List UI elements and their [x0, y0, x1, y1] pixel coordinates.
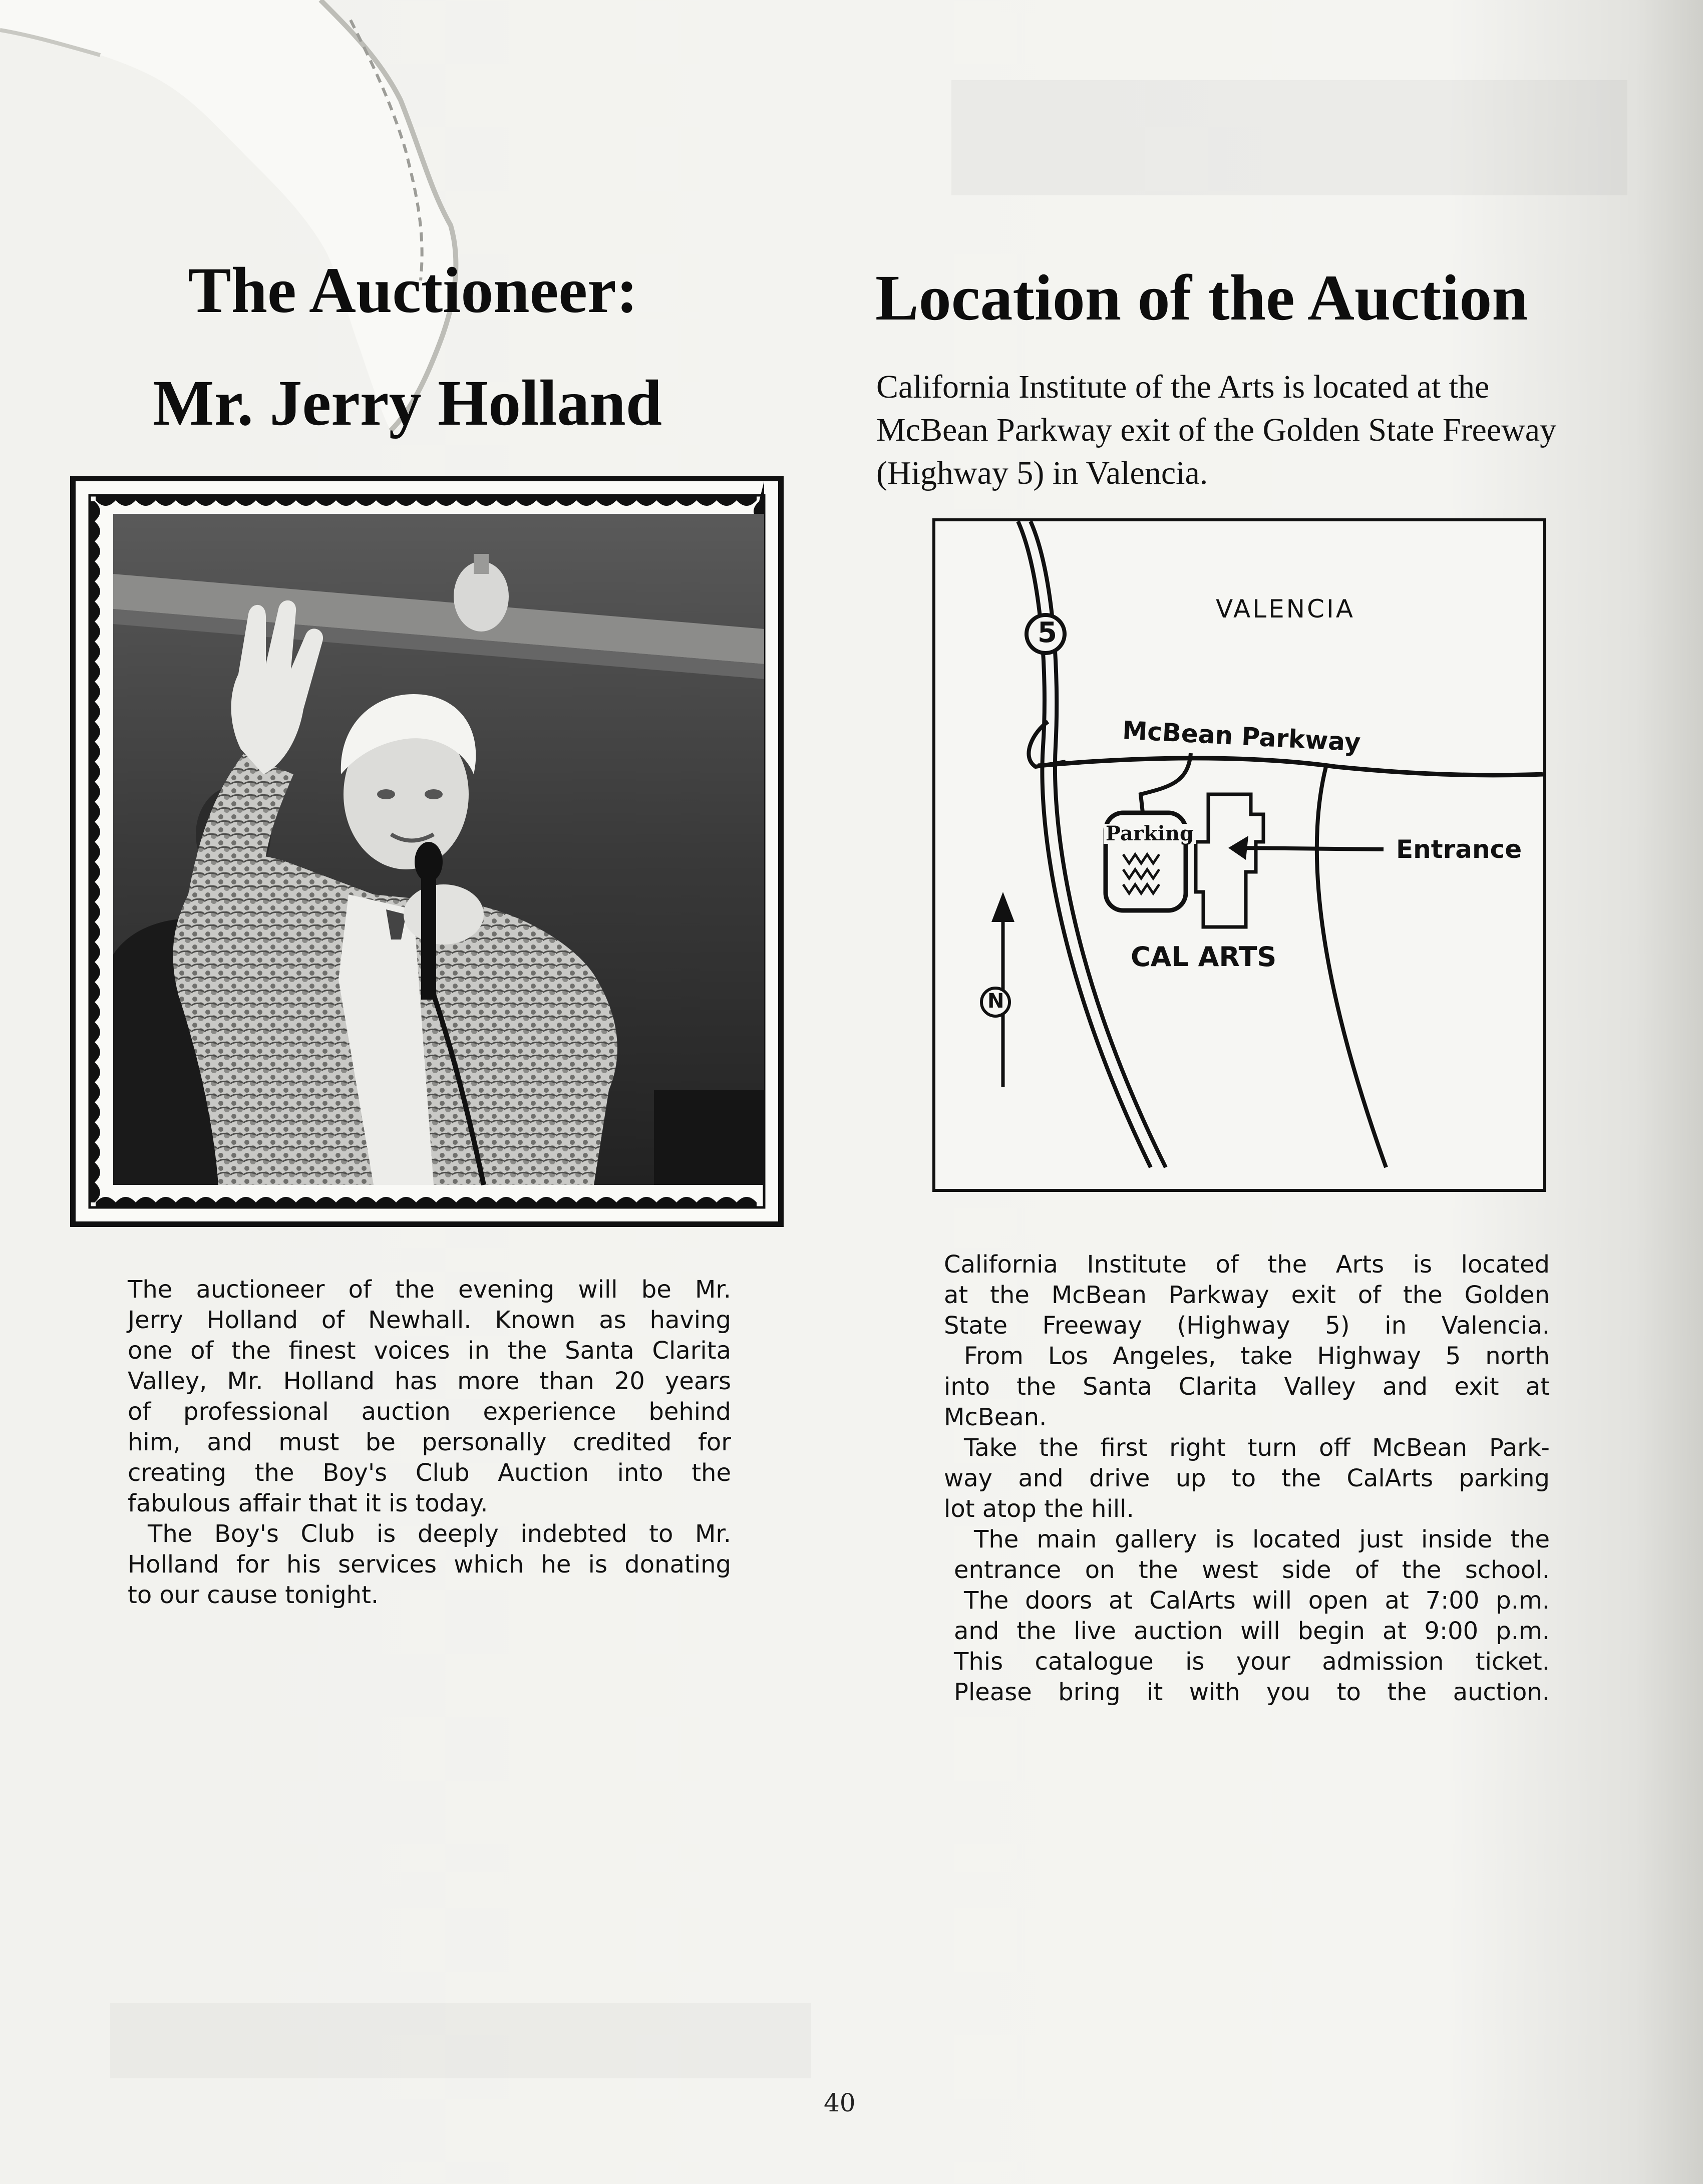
text-line: Jerry Holland of Newhall. Known as having — [128, 1306, 731, 1334]
text-line: entrance on the west side of the school. — [954, 1556, 1550, 1584]
bleed-through-texture-2 — [110, 2003, 811, 2078]
highway-number: 5 — [1038, 616, 1057, 649]
text-line: This catalogue is your admission ticket. — [954, 1648, 1550, 1676]
auctioneer-photo — [76, 481, 778, 1221]
mcbean-parkway-label: McBean Parkway — [1122, 716, 1361, 757]
text-line: of professional auction experience behind — [128, 1398, 731, 1426]
north-label: N — [987, 990, 1004, 1013]
intro-line: (Highway 5) in Valencia. — [876, 455, 1208, 491]
cal-arts-label: CAL ARTS — [1131, 941, 1277, 973]
text-line: into the Santa Clarita Valley and exit at — [944, 1373, 1550, 1401]
text-line: Valley, Mr. Holland has more than 20 years — [128, 1367, 731, 1395]
text-line: creating the Boy's Club Auction into the — [128, 1459, 731, 1487]
text-line: fabulous affair that it is today. — [128, 1489, 488, 1517]
text-line: The main gallery is located just inside the — [974, 1525, 1550, 1553]
text-line: California Institute of the Arts is located — [944, 1251, 1550, 1279]
text-line: and the live auction will begin at 9:00 p.m. — [954, 1617, 1550, 1645]
text-line: him, and must be personally credited for — [128, 1428, 731, 1456]
text-line: State Freeway (Highway 5) in Valencia. — [944, 1312, 1550, 1340]
text-line: The auctioneer of the evening will be Mr. — [128, 1276, 731, 1304]
text-line: way and drive up to the CalArts parking — [944, 1464, 1550, 1492]
text-line: Please bring it with you to the auction. — [954, 1678, 1550, 1706]
parking-label: Parking — [1104, 824, 1196, 844]
auctioneer-title-line-1: The Auctioneer: — [188, 254, 638, 327]
text-line: Holland for his services which he is donating — [128, 1550, 731, 1579]
entrance-arrow — [1236, 848, 1384, 849]
page-number: 40 — [824, 2088, 856, 2117]
intro-line: California Institute of the Arts is located at the — [876, 369, 1490, 405]
valencia-label: VALENCIA — [1216, 594, 1355, 623]
entrance-label: Entrance — [1396, 835, 1522, 864]
campus-access-road — [1141, 753, 1191, 817]
text-line: at the McBean Parkway exit of the Golden — [944, 1281, 1550, 1309]
text-line: one of the finest voices in the Santa Clarita — [128, 1337, 731, 1365]
text-line: to our cause tonight. — [128, 1581, 379, 1609]
text-line: The doors at CalArts will open at 7:00 p.m. — [964, 1587, 1550, 1615]
text-line: The Boy's Club is deeply indebted to Mr. — [148, 1520, 731, 1548]
location-map — [932, 518, 1546, 1192]
location-intro — [876, 366, 1617, 495]
auctioneer-title-line-2: Mr. Jerry Holland — [153, 367, 662, 439]
auctioneer-description — [128, 1275, 731, 1611]
calarts-building — [1196, 794, 1263, 927]
bleed-through-texture — [951, 80, 1627, 195]
east-road — [1317, 767, 1386, 1167]
intro-line: McBean Parkway exit of the Golden State Freeway — [876, 412, 1557, 448]
stamp-photo-frame — [70, 476, 784, 1227]
location-title: Location of the Auction — [875, 262, 1528, 334]
mcbean-parkway-road — [1038, 758, 1543, 775]
north-arrow-head — [991, 892, 1014, 922]
directions-description — [944, 1250, 1550, 1708]
text-line: lot atop the hill. — [944, 1495, 1134, 1523]
text-line: From Los Angeles, take Highway 5 north — [964, 1342, 1550, 1370]
exit-ramp — [1029, 722, 1066, 767]
text-line: Take the first right turn off McBean Park- — [964, 1434, 1550, 1462]
text-line: McBean. — [944, 1403, 1047, 1431]
